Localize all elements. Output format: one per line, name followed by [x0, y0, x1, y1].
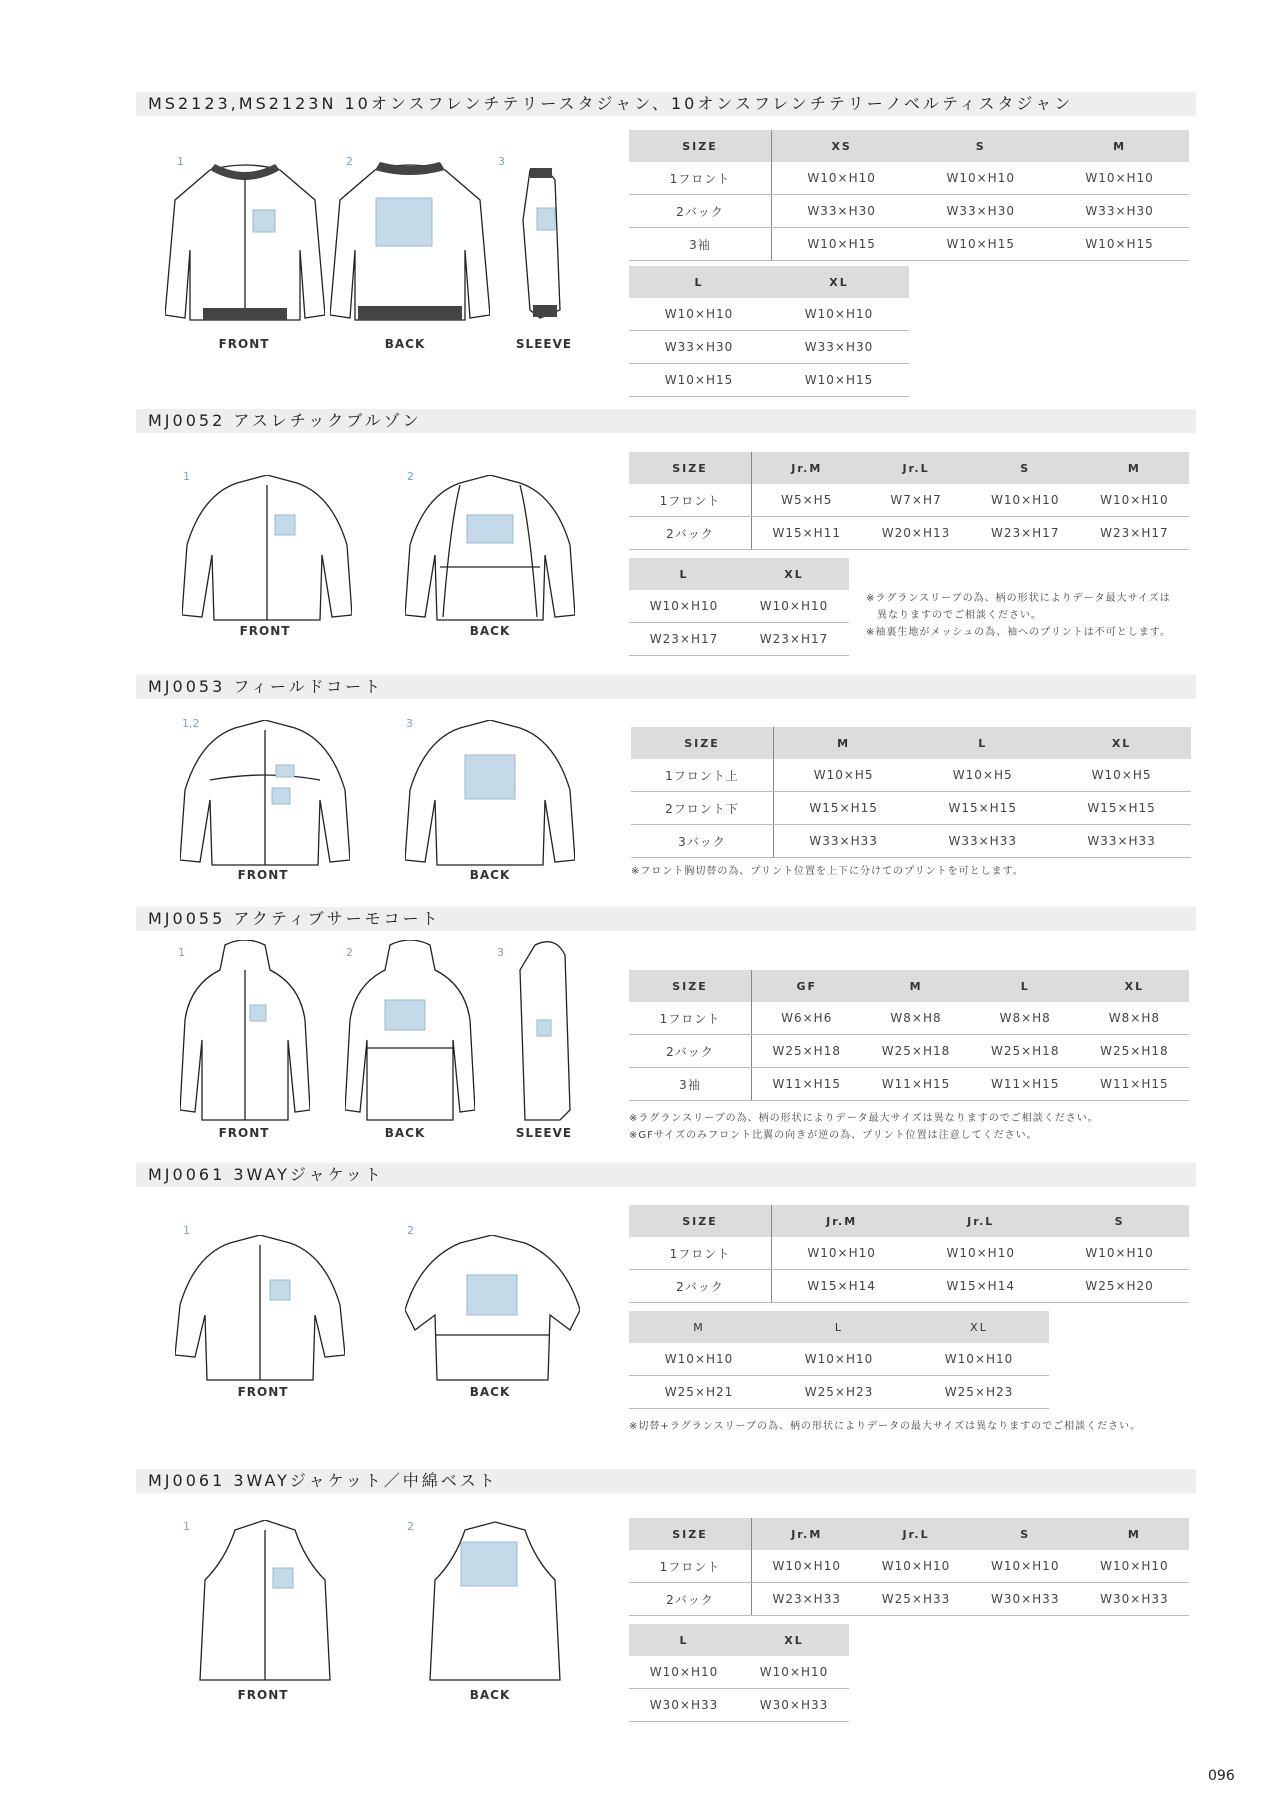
- table-cell: 3バック: [631, 825, 774, 858]
- view-caption: SLEEVE: [515, 337, 573, 351]
- view-caption: BACK: [469, 1385, 511, 1399]
- size-table-mj0061-vest: [629, 1518, 1189, 1616]
- view-caption: FRONT: [218, 1126, 270, 1140]
- table-cell: W30×H33: [971, 1583, 1080, 1616]
- table-cell: W10×H15: [769, 364, 909, 397]
- table-header: L: [769, 1311, 909, 1343]
- table-cell: W25×H18: [971, 1035, 1080, 1068]
- table-cell: W33×H30: [772, 195, 912, 228]
- view-number: 1: [183, 470, 190, 483]
- table-cell: 1フロント: [629, 1237, 772, 1270]
- table-cell: 3袖: [629, 1068, 752, 1101]
- size-table-mj0055: [629, 970, 1189, 1101]
- table-header: XL: [1052, 727, 1191, 759]
- table-header: S: [971, 1518, 1080, 1550]
- section-title-mj0053: MJ0053 フィールドコート: [136, 675, 1196, 699]
- table-row: [629, 1035, 1189, 1068]
- table-cell: W25×H21: [629, 1376, 769, 1409]
- table-row: [629, 1002, 1189, 1035]
- view-caption: BACK: [469, 624, 511, 638]
- table-row: [629, 1656, 849, 1689]
- table-cell: W10×H10: [629, 1656, 739, 1689]
- table-cell: 1フロント: [629, 1002, 752, 1035]
- table-header: M: [1080, 452, 1189, 484]
- table-cell: W10×H15: [911, 228, 1050, 261]
- note-line: ※ラグランスリーブの為、柄の形状によりデータ最大サイズは異なりますのでご相談ください。: [629, 1113, 1099, 1124]
- table-header: Jr.L: [861, 1518, 970, 1550]
- table-row: [629, 1550, 1189, 1583]
- table-cell: W25×H23: [769, 1376, 909, 1409]
- table-header: SIZE: [629, 130, 772, 162]
- note-line: ※切替+ラグランスリーブの為、柄の形状によりデータの最大サイズは異なりますのでご相談ください。: [629, 1421, 1142, 1432]
- table-cell: W30×H33: [739, 1689, 849, 1722]
- section-title-mj0061-vest: MJ0061 3WAYジャケット／中綿ベスト: [136, 1469, 1196, 1493]
- size-table-mj0052: [629, 452, 1189, 550]
- size-table-ms2123: [629, 130, 1189, 261]
- table-header: S: [971, 452, 1080, 484]
- view-number: 2: [346, 946, 353, 959]
- section-note: [629, 1110, 1099, 1144]
- table-cell: W25×H18: [752, 1035, 862, 1068]
- table-row: [629, 623, 849, 656]
- table-cell: 3袖: [629, 228, 772, 261]
- table-header: M: [774, 727, 914, 759]
- view-number: 1,2: [182, 717, 200, 730]
- table-cell: W10×H15: [629, 364, 769, 397]
- table-header: XS: [772, 130, 912, 162]
- view-caption: BACK: [384, 337, 426, 351]
- table-cell: W10×H5: [1052, 759, 1191, 792]
- view-number: 1: [183, 1224, 190, 1237]
- view-number: 2: [407, 1224, 414, 1237]
- view-number: 3: [497, 946, 504, 959]
- table-cell: W10×H10: [772, 162, 912, 195]
- table-row: [629, 590, 849, 623]
- table-cell: W10×H10: [629, 590, 739, 623]
- view-number: 1: [177, 155, 184, 168]
- table-header: M: [629, 1311, 769, 1343]
- table-cell: W10×H10: [769, 1343, 909, 1376]
- table-cell: W10×H10: [971, 484, 1080, 517]
- table-cell: W10×H10: [911, 1237, 1050, 1270]
- table-header: XL: [769, 266, 909, 298]
- table-cell: W10×H10: [971, 1550, 1080, 1583]
- view-number: 1: [183, 1520, 190, 1533]
- thermocoat-sleeve-illustration: [515, 940, 575, 1125]
- section-title-ms2123: MS2123,MS2123N 10オンスフレンチテリースタジャン、10オンスフレンチテリーノベルティスタジャン: [136, 92, 1196, 116]
- table-cell: W10×H5: [913, 759, 1052, 792]
- table-cell: 1フロント: [629, 484, 752, 517]
- table-cell: W15×H15: [913, 792, 1052, 825]
- table-row: [629, 162, 1189, 195]
- section-note: [866, 590, 1171, 641]
- view-caption: BACK: [469, 1688, 511, 1702]
- table-cell: W10×H15: [772, 228, 912, 261]
- table-row: [629, 195, 1189, 228]
- table-header: M: [861, 970, 970, 1002]
- page-number: 096: [1208, 1768, 1235, 1784]
- table-cell: W8×H8: [971, 1002, 1080, 1035]
- table-cell: W25×H33: [861, 1583, 970, 1616]
- table-cell: 2バック: [629, 1583, 752, 1616]
- table-cell: W15×H15: [1052, 792, 1191, 825]
- note-line: ※フロント胸切替の為、プリント位置を上下に分けてのプリントを可とします。: [631, 866, 1024, 877]
- table-cell: W10×H10: [629, 1343, 769, 1376]
- table-header: XL: [739, 558, 849, 590]
- table-header: M: [1080, 1518, 1189, 1550]
- table-cell: W10×H10: [1080, 484, 1189, 517]
- table-header: SIZE: [631, 727, 774, 759]
- table-cell: W15×H14: [772, 1270, 912, 1303]
- table-cell: 2フロント下: [631, 792, 774, 825]
- view-caption: SLEEVE: [515, 1126, 573, 1140]
- table-cell: W10×H5: [774, 759, 914, 792]
- table-row: [629, 1270, 1189, 1303]
- size-table-mj0061-vest-extra: [629, 1624, 849, 1722]
- table-header: L: [629, 266, 769, 298]
- size-table-mj0052-extra: [629, 558, 849, 656]
- jacket-sleeve-illustration: [515, 160, 565, 335]
- table-row: [629, 517, 1189, 550]
- table-cell: W25×H18: [861, 1035, 970, 1068]
- 3way-jacket-back-illustration: [405, 1235, 580, 1385]
- view-number: 2: [407, 470, 414, 483]
- table-row: [629, 331, 909, 364]
- table-row: [631, 792, 1191, 825]
- note-line: ※ラグランスリーブの為、柄の形状によりデータ最大サイズは: [866, 593, 1171, 604]
- table-cell: W10×H10: [739, 590, 849, 623]
- blouson-back-illustration: [405, 475, 575, 625]
- table-cell: W33×H30: [629, 331, 769, 364]
- table-row: [629, 298, 909, 331]
- table-row: [631, 759, 1191, 792]
- note-line: ※GFサイズのみフロント比翼の向きが逆の為、プリント位置は注意してください。: [629, 1130, 1038, 1141]
- table-cell: 2バック: [629, 1270, 772, 1303]
- table-cell: W25×H23: [909, 1376, 1049, 1409]
- table-cell: W33×H30: [1050, 195, 1189, 228]
- table-cell: W11×H15: [1080, 1068, 1189, 1101]
- table-cell: W8×H8: [861, 1002, 970, 1035]
- table-cell: W10×H15: [1050, 228, 1189, 261]
- table-cell: W10×H10: [1080, 1550, 1189, 1583]
- table-cell: 1フロント: [629, 1550, 752, 1583]
- fieldcoat-front-illustration: [180, 720, 350, 870]
- table-cell: 2バック: [629, 1035, 752, 1068]
- table-cell: W10×H10: [739, 1656, 849, 1689]
- view-number: 1: [178, 946, 185, 959]
- size-table-mj0053: [631, 727, 1191, 858]
- table-row: [631, 825, 1191, 858]
- jacket-front-illustration: [165, 160, 325, 335]
- table-cell: W10×H10: [769, 298, 909, 331]
- table-header: SIZE: [629, 1205, 772, 1237]
- table-header: XL: [909, 1311, 1049, 1343]
- size-table-mj0061: [629, 1205, 1189, 1303]
- note-line: ※袖裏生地がメッシュの為、袖へのプリントは不可とします。: [866, 627, 1171, 638]
- table-header: Jr.L: [861, 452, 970, 484]
- table-header: SIZE: [629, 970, 752, 1002]
- view-number: 2: [407, 1520, 414, 1533]
- table-cell: W33×H30: [911, 195, 1050, 228]
- table-cell: W10×H10: [1050, 162, 1189, 195]
- table-row: [629, 364, 909, 397]
- table-cell: W23×H33: [752, 1583, 862, 1616]
- table-cell: W15×H15: [774, 792, 914, 825]
- table-cell: W10×H10: [911, 162, 1050, 195]
- size-table-ms2123-extra: [629, 266, 909, 397]
- table-header: XL: [739, 1624, 849, 1656]
- table-cell: W23×H17: [1080, 517, 1189, 550]
- vest-back-illustration: [425, 1520, 565, 1685]
- table-header: M: [1050, 130, 1189, 162]
- section-title-mj0055: MJ0055 アクティブサーモコート: [136, 907, 1196, 931]
- table-header: SIZE: [629, 452, 752, 484]
- table-header: S: [1050, 1205, 1189, 1237]
- thermocoat-front-illustration: [180, 940, 310, 1125]
- table-cell: W25×H20: [1050, 1270, 1189, 1303]
- section-title-mj0061: MJ0061 3WAYジャケット: [136, 1163, 1196, 1187]
- table-cell: W6×H6: [752, 1002, 862, 1035]
- table-row: [629, 1343, 1049, 1376]
- table-header: XL: [1080, 970, 1189, 1002]
- view-number: 3: [406, 717, 413, 730]
- size-table-mj0061-extra: [629, 1311, 1049, 1409]
- table-cell: W15×H14: [911, 1270, 1050, 1303]
- thermocoat-back-illustration: [345, 940, 475, 1125]
- table-row: [629, 1237, 1189, 1270]
- fieldcoat-back-illustration: [405, 720, 575, 870]
- table-header: S: [911, 130, 1050, 162]
- table-row: [629, 1068, 1189, 1101]
- table-cell: W25×H18: [1080, 1035, 1189, 1068]
- table-cell: W10×H10: [752, 1550, 862, 1583]
- table-cell: W15×H11: [752, 517, 862, 550]
- blouson-front-illustration: [182, 475, 352, 625]
- table-cell: W11×H15: [752, 1068, 862, 1101]
- view-number: 3: [498, 155, 505, 168]
- table-cell: W10×H10: [909, 1343, 1049, 1376]
- view-caption: BACK: [384, 1126, 426, 1140]
- table-cell: W33×H33: [1052, 825, 1191, 858]
- table-cell: W33×H30: [769, 331, 909, 364]
- view-caption: FRONT: [237, 1385, 289, 1399]
- table-header: L: [629, 1624, 739, 1656]
- view-caption: FRONT: [237, 868, 289, 882]
- table-cell: W8×H8: [1080, 1002, 1189, 1035]
- table-cell: W23×H17: [629, 623, 739, 656]
- table-row: [629, 484, 1189, 517]
- section-title-mj0052: MJ0052 アスレチックブルゾン: [136, 409, 1196, 433]
- 3way-jacket-front-illustration: [175, 1235, 345, 1385]
- table-header: SIZE: [629, 1518, 752, 1550]
- table-header: GF: [752, 970, 862, 1002]
- table-cell: 2バック: [629, 517, 752, 550]
- table-cell: W23×H17: [739, 623, 849, 656]
- table-cell: 1フロント: [629, 162, 772, 195]
- table-row: [629, 1583, 1189, 1616]
- table-cell: W30×H33: [1080, 1583, 1189, 1616]
- table-cell: W23×H17: [971, 517, 1080, 550]
- table-header: Jr.M: [752, 452, 862, 484]
- table-cell: W33×H33: [774, 825, 914, 858]
- table-header: L: [629, 558, 739, 590]
- table-cell: W11×H15: [861, 1068, 970, 1101]
- table-cell: W11×H15: [971, 1068, 1080, 1101]
- table-cell: W20×H13: [861, 517, 970, 550]
- section-note: [629, 1418, 1141, 1435]
- table-row: [629, 1376, 1049, 1409]
- view-caption: BACK: [469, 868, 511, 882]
- jacket-back-illustration: [330, 160, 490, 335]
- table-cell: 2バック: [629, 195, 772, 228]
- view-caption: FRONT: [237, 1688, 289, 1702]
- table-cell: W30×H33: [629, 1689, 739, 1722]
- table-cell: W33×H33: [913, 825, 1052, 858]
- table-header: Jr.M: [752, 1518, 862, 1550]
- table-header: Jr.M: [772, 1205, 912, 1237]
- table-cell: W5×H5: [752, 484, 862, 517]
- table-row: [629, 228, 1189, 261]
- view-caption: FRONT: [239, 624, 291, 638]
- table-cell: W7×H7: [861, 484, 970, 517]
- table-cell: W10×H10: [772, 1237, 912, 1270]
- view-caption: FRONT: [218, 337, 270, 351]
- vest-front-illustration: [195, 1520, 335, 1685]
- note-line: 異なりますのでご相談ください。: [866, 610, 1042, 621]
- table-header: Jr.L: [911, 1205, 1050, 1237]
- table-cell: 1フロント上: [631, 759, 774, 792]
- view-number: 2: [346, 155, 353, 168]
- table-header: L: [913, 727, 1052, 759]
- table-header: L: [971, 970, 1080, 1002]
- table-row: [629, 1689, 849, 1722]
- table-cell: W10×H10: [1050, 1237, 1189, 1270]
- table-cell: W10×H10: [629, 298, 769, 331]
- section-note: [631, 863, 1024, 880]
- table-cell: W10×H10: [861, 1550, 970, 1583]
